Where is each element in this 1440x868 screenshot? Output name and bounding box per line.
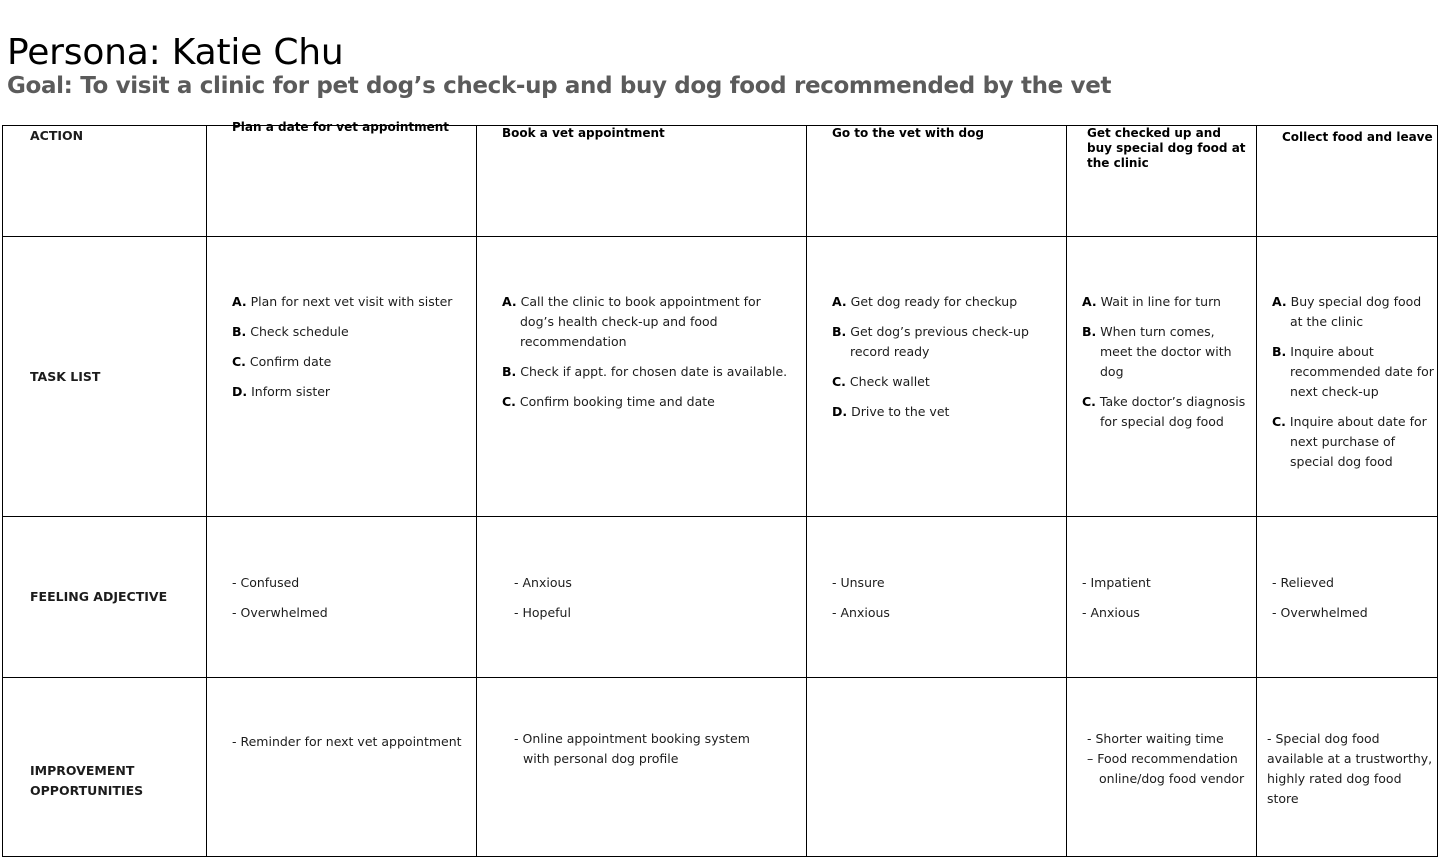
task-item [232,352,472,372]
improvement-list [207,678,476,752]
feeling-list [207,517,476,623]
improvement-item: - Shorter waiting time [1087,731,1224,746]
task-text: Check if appt. for chosen date is available. [520,364,788,379]
improvement-label-line: OPPORTUNITIES [30,783,144,798]
action-heading: Book a vet appointment [502,126,665,140]
task-text: Inquire about date for next purchase of special dog food [1289,414,1427,469]
feeling-item: - Overwhelmed [232,605,328,620]
task-letter: A. [832,294,847,309]
action-heading: Collect food and leave [1282,130,1433,144]
feeling-item: - Unsure [832,575,885,590]
action-cell [1257,126,1438,237]
task-letter: B. [1272,344,1287,359]
task-cell [477,237,807,517]
task-text: Inquire about recommended date for next check-up [1290,344,1434,399]
task-text: Check schedule [250,324,349,339]
task-text: Inform sister [251,384,331,399]
task-letter: A. [1082,294,1097,309]
task-text: Get dog ready for checkup [850,294,1018,309]
task-item [232,292,472,312]
task-item [1272,292,1434,332]
task-item [1082,322,1248,382]
task-item [1082,292,1248,312]
improvement-list [1067,678,1256,789]
task-item [1272,342,1434,402]
improvement-label-line: IMPROVEMENT [30,763,135,778]
action-heading: Go to the vet with dog [832,126,984,140]
task-item [1272,412,1434,472]
task-item [232,322,472,342]
page-title: Persona: Katie Chu [7,32,344,73]
task-list [207,237,476,402]
feeling-item: - Relieved [1272,575,1334,590]
feeling-cell [477,517,807,678]
improvement-row [3,678,1438,857]
feeling-list [807,517,1066,623]
task-list [477,237,806,412]
task-letter: B. [1082,324,1097,339]
task-list [1067,237,1256,432]
task-item [832,292,1062,312]
feeling-cell [1067,517,1257,678]
task-cell [1067,237,1257,517]
feeling-item: - Hopeful [514,605,571,620]
feeling-cell [207,517,477,678]
task-cell [1257,237,1438,517]
task-letter: D. [832,404,848,419]
task-cell [807,237,1067,517]
task-list [1257,237,1437,472]
feeling-cell [807,517,1067,678]
feeling-row-label: FEELING ADJECTIVE [3,517,207,678]
task-item [832,322,1062,362]
task-row [3,237,1438,517]
feeling-item: - Overwhelmed [1272,605,1368,620]
feeling-list [1257,517,1437,623]
action-cell [1067,126,1257,237]
action-cell [477,126,807,237]
action-row [3,126,1438,237]
task-letter: D. [232,384,248,399]
improvement-cell [1067,678,1257,857]
task-text: Plan for next vet visit with sister [250,294,453,309]
task-letter: B. [232,324,247,339]
task-text: Drive to the vet [851,404,950,419]
task-letter: C. [832,374,846,389]
task-letter: A. [1272,294,1287,309]
improvement-item: - Special dog food available at a trustworthy, highly rated dog food store [1267,731,1433,806]
task-item [502,292,792,352]
action-heading: Plan a date for vet appointment [232,120,450,134]
improvement-list [1257,678,1437,809]
task-letter: A. [232,294,247,309]
task-letter: C. [1272,414,1286,429]
improvement-row-label [3,678,207,857]
improvement-cell [1257,678,1438,857]
feeling-cell [1257,517,1438,678]
feeling-item: - Anxious [514,575,572,590]
task-letter: A. [502,294,517,309]
task-text: When turn comes, meet the doctor with dog [1100,324,1232,379]
task-letter: B. [502,364,517,379]
feeling-item: - Impatient [1082,575,1151,590]
journey-map-table [2,120,1438,857]
persona-goal: Goal: To visit a clinic for pet dog’s check-up and buy dog food recommended by the vet [7,73,1112,99]
task-text: Confirm date [249,354,332,369]
task-text: Take doctor’s diagnosis for special dog food [1099,394,1246,429]
improvement-cell [207,678,477,857]
task-text: Get dog’s previous check-up record ready [850,324,1029,359]
task-text: Call the clinic to book appointment for dog’s health check-up and food recommendation [520,294,761,349]
task-cell [207,237,477,517]
feeling-row [3,517,1438,678]
task-letter: C. [1082,394,1096,409]
action-cell [807,126,1067,237]
task-item [832,402,1062,422]
feeling-list [1067,517,1256,623]
task-letter: B. [832,324,847,339]
task-item [502,392,792,412]
improvement-item: – Food recommendation online/dog food vendor [1087,751,1245,786]
feeling-item: - Anxious [832,605,890,620]
improvement-list [477,678,806,769]
task-text: Buy special dog food at the clinic [1290,294,1422,329]
improvement-list [807,678,1066,729]
task-letter: C. [232,354,246,369]
improvement-item: - Reminder for next vet appointment [232,734,462,749]
improvement-item: - Online appointment booking system with personal dog profile [514,731,750,766]
task-letter: C. [502,394,516,409]
action-row-label: ACTION [3,126,207,237]
task-item [502,362,792,382]
feeling-list [477,517,806,623]
task-item [232,382,472,402]
task-item [832,372,1062,392]
action-heading: Get checked up and buy special dog food at the clinic [1087,126,1246,170]
improvement-cell [477,678,807,857]
task-item [1082,392,1248,432]
task-row-label: TASK LIST [3,237,207,517]
improvement-cell [807,678,1067,857]
task-text: Check wallet [849,374,930,389]
task-list [807,237,1066,422]
feeling-item: - Confused [232,575,300,590]
action-cell [207,120,477,237]
task-text: Confirm booking time and date [519,394,715,409]
task-text: Wait in line for turn [1100,294,1221,309]
feeling-item: - Anxious [1082,605,1140,620]
